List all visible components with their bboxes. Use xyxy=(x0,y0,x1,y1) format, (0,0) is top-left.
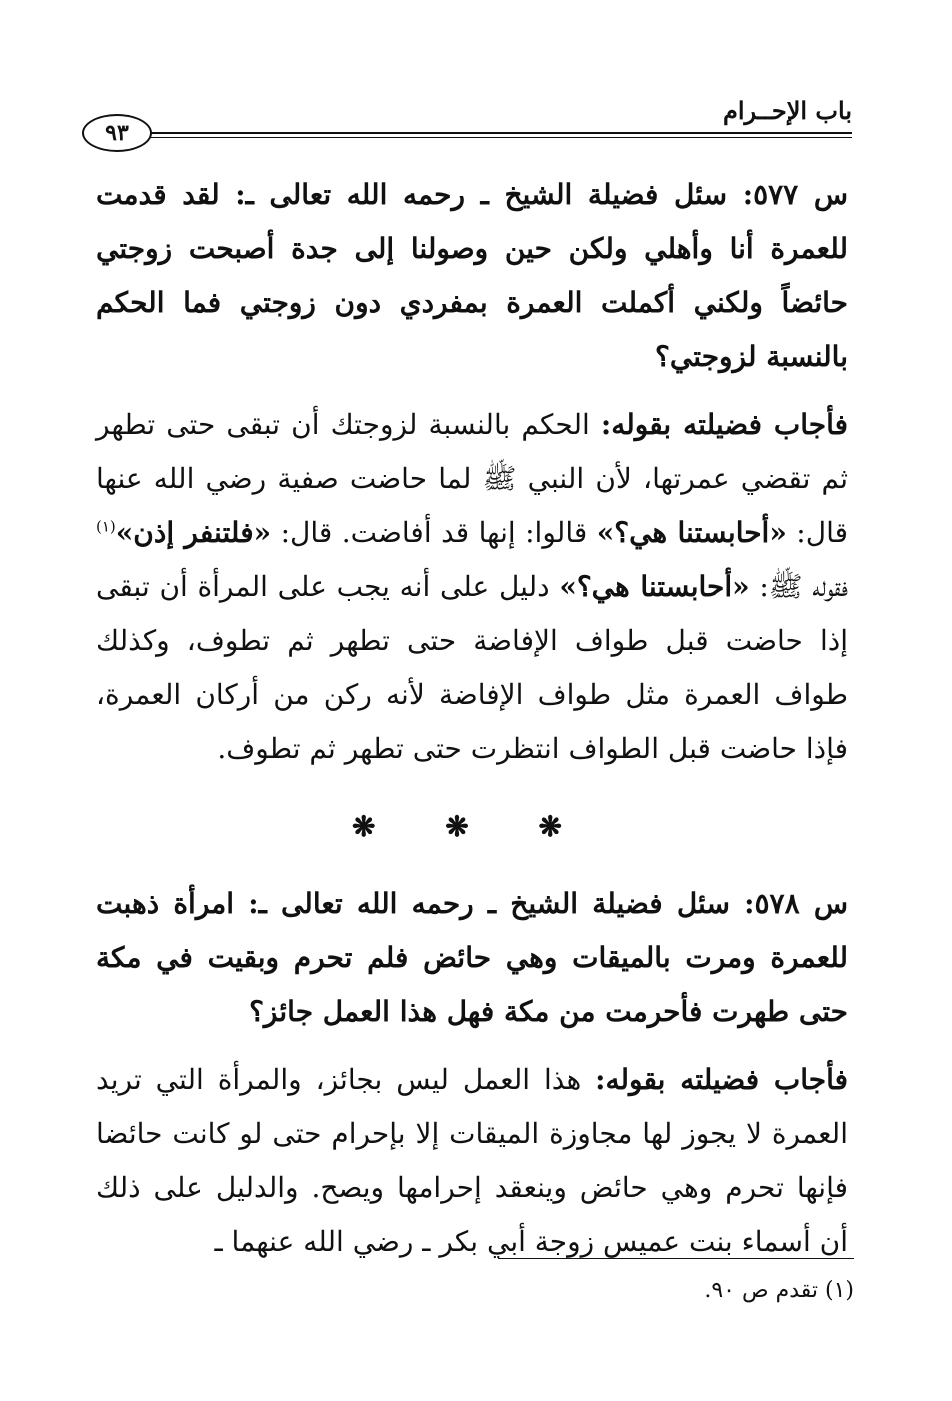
answer-text: هذا العمل ليس بجائز، والمرأة التي تريد العمرة لا يجوز لها مجاوزة الميقات إلا بإحرام حتى لو كانت حائضا فإنها تحرم وهي حائض وينعقد إحرامها ويصح. والدليل على ذلك أن أسماء بنت عميس زوجة أبي بكر ـ رضي الله عنهما ـ xyxy=(96,1063,848,1258)
question-578: س ٥٧٨: سئل فضيلة الشيخ ـ رحمه الله تعالى ـ: امرأة ذهبت للعمرة ومرت بالميقات وهي حائض فلم تحرم وبقيت في مكة حتى طهرت فأحرمت من مكة فهل هذا العمل جائز؟ xyxy=(96,887,848,1028)
hadith-quote: «أحابستنا هي؟» xyxy=(559,570,750,603)
footnote-rule xyxy=(498,1258,854,1259)
section-separator: ❋ ❋ ❋ xyxy=(352,810,592,843)
footnote-ref: (١) xyxy=(96,517,116,536)
question-577: س ٥٧٧: سئل فضيلة الشيخ ـ رحمه الله تعالى ـ: لقد قدمت للعمرة أنا وأهلي ولكن حين وصولنا إلى جدة أصبحت زوجتي حائضاً ولكني أكملت العمرة بمفردي دون زوجتي فما الحكم بالنسبة لزوجتي؟ xyxy=(96,178,849,373)
answer-lead: فأجاب فضيلته بقوله: xyxy=(595,1063,848,1096)
answer-lead: فأجاب فضيلته بقوله: xyxy=(600,408,848,441)
page-header xyxy=(82,92,852,154)
hadith-quote: «فلتنفر إذن» xyxy=(115,516,272,549)
answer-text: فقوله ﷺ: xyxy=(749,570,848,603)
answer-text: قالوا: إنها قد أفاضت. قال: xyxy=(271,516,597,549)
answer-text: الحكم بالنسبة لزوجتك أن تبقى حتى تطهر ثم تقضي عمرتها، لأن النبي ﷺ لما حاضت صفية رضي الله عنها قال: xyxy=(96,408,848,549)
answer-577 xyxy=(96,398,848,776)
page-number: ٩٣ xyxy=(82,114,152,152)
answer-text: دليل على أنه يجب على المرأة أن تبقى إذا حاضت قبل طواف الإفاضة حتى تطهر ثم تطوف، وكذلك طواف العمرة مثل طواف الإفاضة لأنه ركن من أركان العمرة، فإذا حاضت قبل الطواف انتظرت حتى تطهر ثم تطوف. xyxy=(96,570,848,765)
header-rule xyxy=(144,132,852,138)
answer-578 xyxy=(96,1053,848,1269)
hadith-quote: «أحابستنا هي؟» xyxy=(596,516,787,549)
chapter-title: باب الإحــرام xyxy=(723,96,852,125)
footnote: (١) تقدم ص ٩٠. xyxy=(704,1278,854,1303)
page-body xyxy=(96,168,848,1279)
